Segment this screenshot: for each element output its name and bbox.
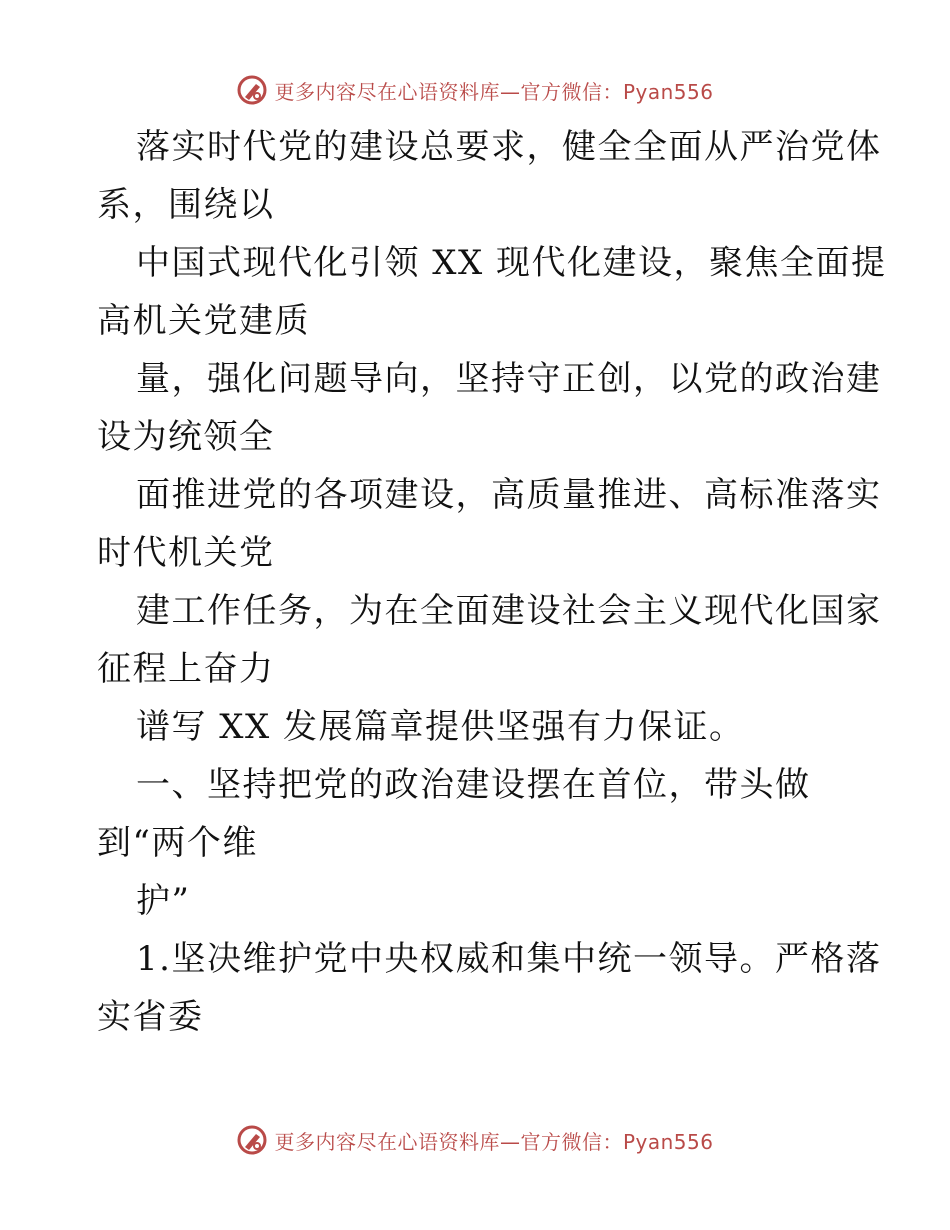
text-line: 设为统领全 [97, 417, 275, 457]
text-line: 一、坚持把党的政治建设摆在首位，带头做 [136, 765, 811, 805]
text-line: 征程上奋力 [97, 649, 275, 689]
document-body [97, 118, 887, 1046]
text-line: 时代机关党 [97, 533, 275, 573]
header-watermark [0, 70, 950, 110]
footer-watermark [0, 1120, 950, 1160]
text-line: 谱写 XX 发展篇章提供坚强有力保证。 [136, 707, 745, 747]
text-line: 护” [136, 881, 191, 921]
text-line: 1.坚决维护党中央权威和集中统一领导。严格落 [136, 939, 882, 979]
footer-watermark-text: 更多内容尽在心语资料库—官方微信：Pyan556 [274, 1129, 714, 1154]
text-line: 建工作任务，为在全面建设社会主义现代化国家 [136, 591, 882, 631]
pen-logo-icon [236, 1124, 268, 1156]
text-line: 系，围绕以 [97, 185, 275, 225]
pen-logo-icon [236, 74, 268, 106]
text-line: 实省委 [97, 997, 204, 1037]
text-line: 高机关党建质 [97, 301, 310, 341]
text-line: 量，强化问题导向，坚持守正创，以党的政治建 [136, 359, 882, 399]
text-line: 面推进党的各项建设，高质量推进、高标准落实 [136, 475, 882, 515]
text-line: 落实时代党的建设总要求，健全全面从严治党体 [136, 127, 882, 167]
text-line: 到“两个维 [97, 823, 258, 863]
header-watermark-text: 更多内容尽在心语资料库—官方微信：Pyan556 [274, 79, 714, 104]
text-line: 中国式现代化引领 XX 现代化建设，聚焦全面提 [136, 243, 887, 283]
